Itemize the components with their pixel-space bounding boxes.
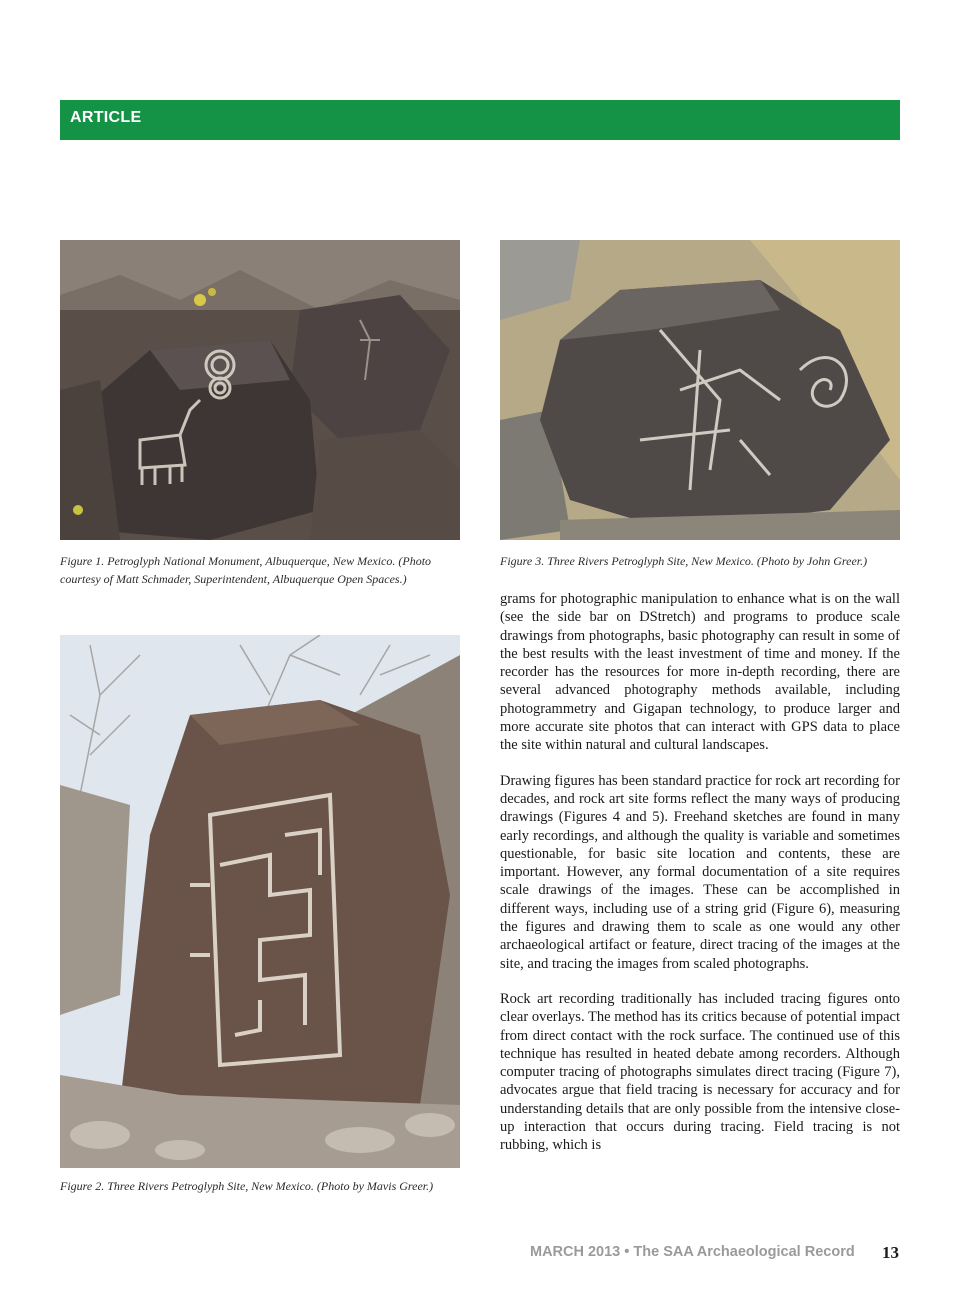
section-label: ARTICLE: [70, 109, 142, 126]
figure-1-photo: [60, 240, 460, 540]
page-number: 13: [882, 1243, 899, 1262]
figure-1-caption: Figure 1. Petroglyph National Monument, Albuquerque, New Mexico. (Photo courtesy of Matt Schmader, Superintendent, Albuquerque Open Spaces.): [60, 554, 432, 586]
body-text-column: [500, 590, 900, 1172]
footer-publication: MARCH 2013 • The SAA Archaeological Record: [530, 1244, 855, 1260]
figure-2-photo: [60, 635, 460, 1168]
figure-2-caption: Figure 2. Three Rivers Petroglyph Site, New Mexico. (Photo by Mavis Greer.): [60, 1179, 434, 1193]
section-banner: [60, 100, 900, 140]
body-paragraph: Rock art recording traditionally has included tracing figures onto clear overlays. The method has its critics because of potential impact from direct contact with the rock surface. The continued use of this technique has resulted in heated debate among recorders. Although computer tracing of photographs simulates direct tracing (Figure 7), advocates argue that field tracing is necessary for accuracy and for understanding details that are only possible from the intensive close-up interaction that occurs during tracing. Field tracing is not rubbing, which is: [500, 990, 900, 1154]
figure-3-caption: Figure 3. Three Rivers Petroglyph Site, New Mexico. (Photo by John Greer.): [500, 554, 868, 568]
body-paragraph: grams for photographic manipulation to enhance what is on the wall (see the side bar on DStretch) and programs to produce scale drawings from photographs, basic photography can result in some of the best results with the least investment of time and money. If the recorder has the resources for more in-depth recording, there are several advanced photography methods available, including photogrammetry and Gigapan technology, to produce larger and more accurate site photos that can interact with GPS data to place the site within natural and cultural landscapes.: [500, 591, 900, 754]
figure-3-photo: [500, 240, 900, 540]
body-paragraph: Drawing figures has been standard practice for rock art recording for decades, and rock art site forms reflect the many ways of producing drawings (Figures 4 and 5). Freehand sketches are found in many early recordings, and although the quality is variable and sometimes questionable, for basic site location and contents, these are important. However, any formal documentation of a site requires scale drawings of the images. These can be accomplished in different ways, including use of a string grid (Figure 6), measuring the figures and drawing them to scale as one would any other archaeological artifact or feature, direct tracing of the images at the site, and tracing the images from scaled photographs.: [500, 772, 900, 972]
